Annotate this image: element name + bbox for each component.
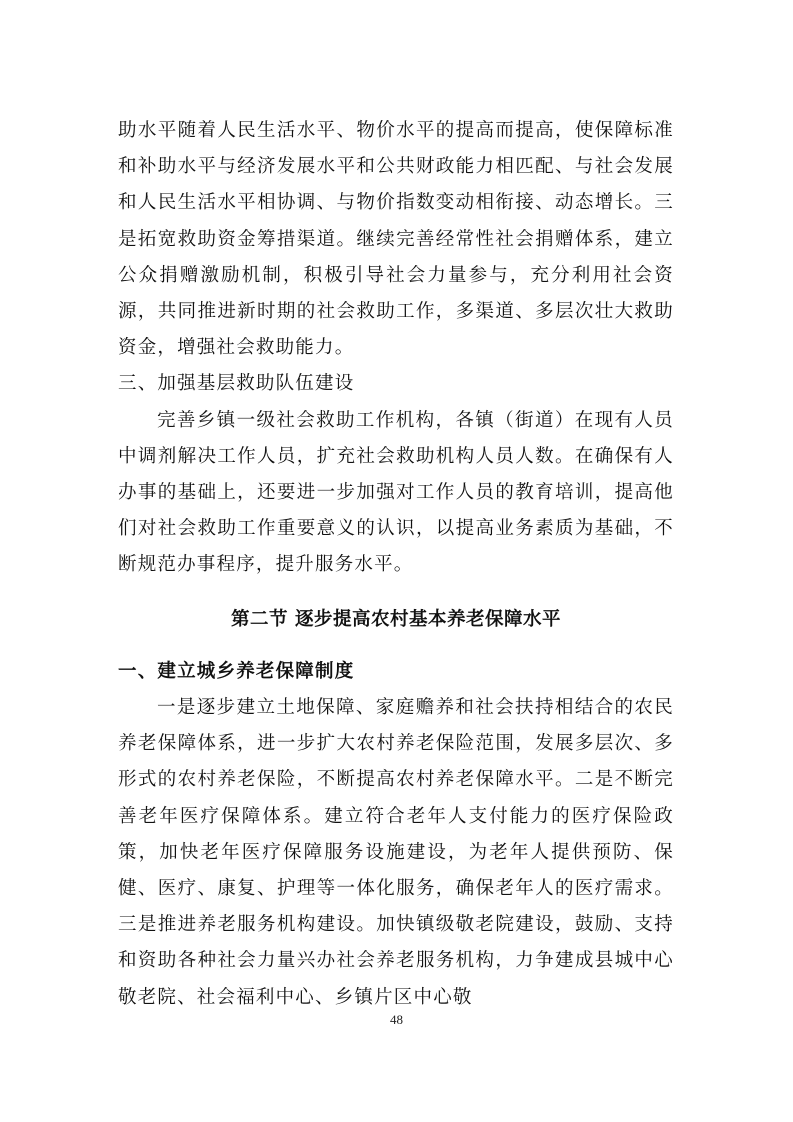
page-number: 48	[390, 1012, 403, 1027]
subheading-pension-system: 一、建立城乡养老保障制度	[118, 660, 355, 682]
paragraph-pension-system: 一是逐步建立土地保障、家庭赡养和社会扶持相结合的农民养老保障体系，进一步扩大农村养老保险范围，发展多层次、多形式的农村养老保险，不断提高农村养老保障水平。二是不断完善老年医疗保障体系。建立符合老年人支付能力的医疗保险政策，加快老年医疗保障服务设施建设，为老年人提供预防、保健、医疗、康复、护理等一体化服务，确保老年人的医疗需求。三是推进养老服务机构建设。加快镇级敬老院建设，鼓励、支持和资助各种社会力量兴办社会养老服务机构，力争建成县城中心敬老院、社会福利中心、乡镇片区中心敬	[118, 697, 674, 1008]
subheading-grassroots-team: 三、加强基层救助队伍建设	[118, 373, 355, 395]
paragraph-grassroots-team: 完善乡镇一级社会救助工作机构，各镇（街道）在现有人员中调剂解决工作人员，扩充社会救助机构人员人数。在确保有人办事的基础上，还要进一步加强对工作人员的教育培训，提高他们对社会救助工作重要意义的认识，以提高业务素质为基础，不断规范办事程序，提升服务水平。	[118, 409, 674, 576]
section-title: 第二节 逐步提高农村基本养老保障水平	[231, 608, 561, 630]
continued-paragraph: 助水平随着人民生活水平、物价水平的提高而提高，使保障标准和补助水平与经济发展水平和公共财政能力相匹配、与社会发展和人民生活水平相协调、与物价指数变动相衔接、动态增长。三是拓宽救助资金筹措渠道。继续完善经常性社会捐赠体系，建立公众捐赠激励机制，积极引导社会力量参与，充分利用社会资源，共同推进新时期的社会救助工作，多渠道、多层次壮大救助资金，增强社会救助能力。	[118, 120, 674, 359]
page-content	[118, 120, 674, 1016]
